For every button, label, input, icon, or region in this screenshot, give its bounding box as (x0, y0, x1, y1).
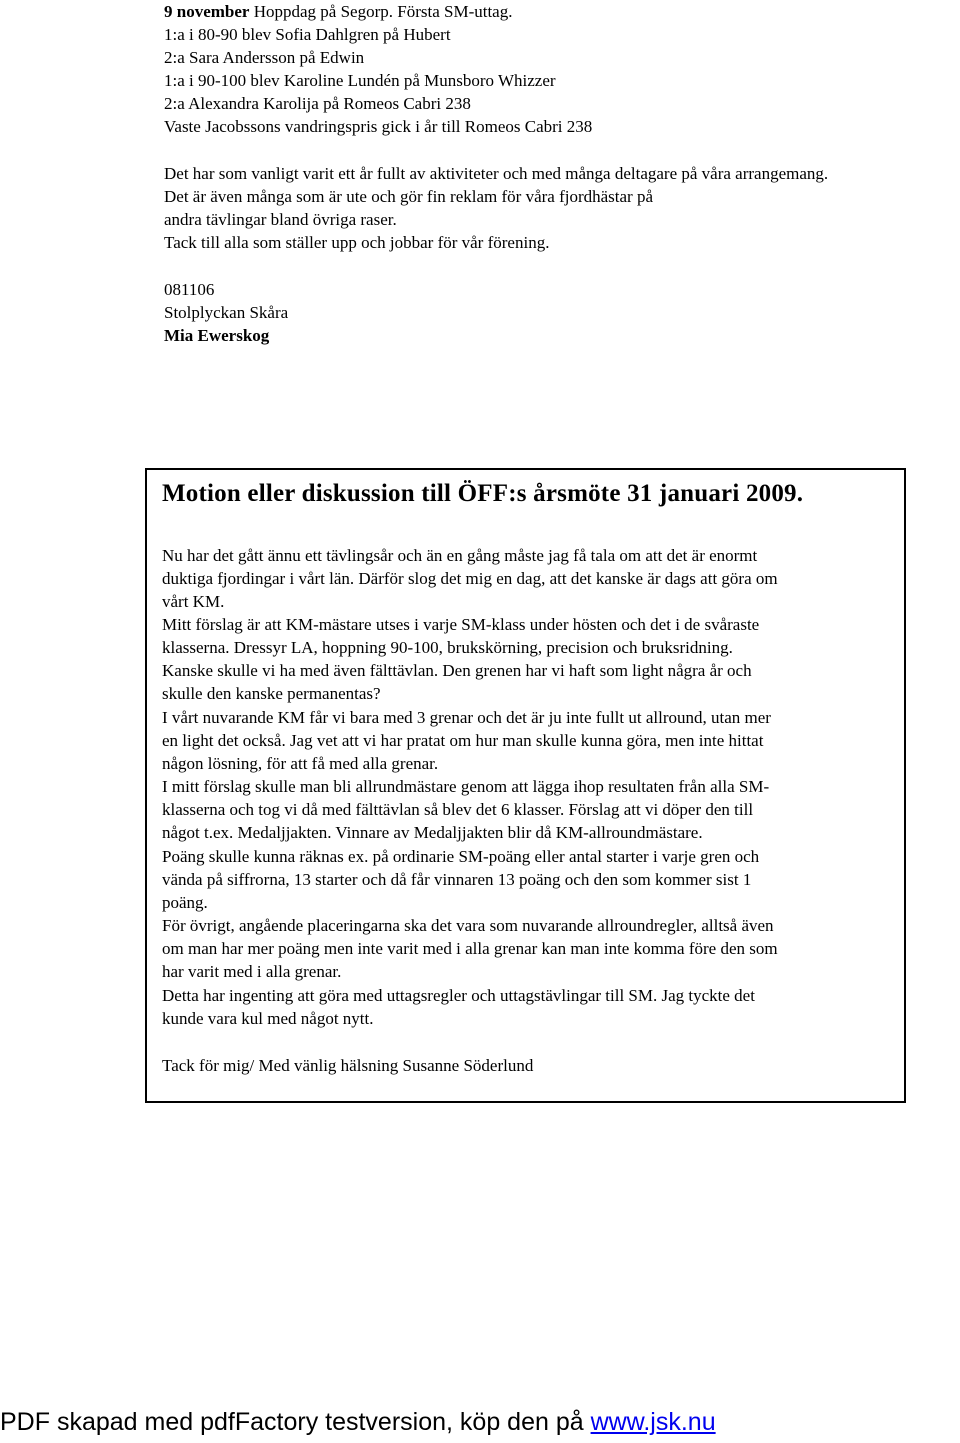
result-line: 1:a i 80-90 blev Sofia Dahlgren på Hubert (164, 25, 451, 44)
summary-line: Tack till alla som ställer upp och jobbar för vår förening. (164, 233, 550, 252)
motion-body-line: klasserna. Dressyr LA, hoppning 90-100, brukskörning, precision och bruksridning. (162, 638, 733, 657)
signature-name: Mia Ewerskog (164, 326, 270, 345)
motion-body-line: om man har mer poäng men inte varit med i alla grenar kan man inte komma före den som (162, 939, 778, 958)
motion-body-line: en light det också. Jag vet att vi har pratat om hur man skulle kunna göra, men inte hittat (162, 731, 764, 750)
result-line: 2:a Sara Andersson på Edwin (164, 48, 365, 67)
result-line: 1:a i 90-100 blev Karoline Lundén på Munsboro Whizzer (164, 71, 556, 90)
motion-body-line: Detta har ingenting att göra med uttagsregler och uttagstävlingar till SM. Jag tyckte det (162, 986, 755, 1005)
results-heading (164, 0, 512, 23)
motion-body-line: klasserna och tog vi då med fälttävlan så blev det 6 klasser. Förslag att vi döper den till (162, 800, 754, 819)
results-event: Hoppdag på Segorp. Första SM-uttag. (249, 2, 513, 21)
motion-body-line: duktiga fjordingar i vårt län. Därför slog det mig en dag, att det kanske är dags att göra om (162, 569, 778, 588)
results-date: 9 november (164, 2, 250, 21)
motion-body-line: Kanske skulle vi ha med även fälttävlan. Den grenen har vi haft som light några år och (162, 661, 752, 680)
signature-date: 081106 (164, 280, 215, 299)
motion-body-line: Mitt förslag är att KM-mästare utses i varje SM-klass under hösten och det i de svåraste (162, 615, 760, 634)
summary-line: Det har som vanligt varit ett år fullt av aktiviteter och med många deltagare på våra arrangemang. (164, 164, 829, 183)
summary-line: andra tävlingar bland övriga raser. (164, 210, 397, 229)
motion-body-line: poäng. (162, 893, 208, 912)
motion-body-line: kunde vara kul med något nytt. (162, 1009, 374, 1028)
motion-body-line: I mitt förslag skulle man bli allrundmästare genom att lägga ihop resultaten från alla SM- (162, 777, 770, 796)
motion-body-line: har varit med i alla grenar. (162, 962, 342, 981)
motion-box (145, 468, 906, 1103)
motion-closing: Tack för mig/ Med vänlig hälsning Susanne Söderlund (162, 1056, 534, 1075)
footer-link[interactable]: www.jsk.nu (590, 1408, 716, 1436)
motion-body-line: vårt KM. (162, 592, 225, 611)
pdf-footer (0, 1408, 716, 1437)
motion-body-line: I vårt nuvarande KM får vi bara med 3 grenar och det är ju inte fullt ut allround, utan mer (162, 708, 771, 727)
summary-line: Det är även många som är ute och gör fin reklam för våra fjordhästar på (164, 187, 654, 206)
signature-place: Stolplyckan Skåra (164, 303, 289, 322)
motion-body-line: Poäng skulle kunna räknas ex. på ordinarie SM-poäng eller antal starter i varje gren och (162, 847, 760, 866)
motion-body-line: Nu har det gått ännu ett tävlingsår och än en gång måste jag få tala om att det är enormt (162, 546, 758, 565)
motion-title: Motion eller diskussion till ÖFF:s årsmöte 31 januari 2009. (162, 480, 804, 507)
result-line: Vaste Jacobssons vandringspris gick i år till Romeos Cabri 238 (164, 117, 593, 136)
motion-body-line: något t.ex. Medaljjakten. Vinnare av Medaljjakten blir då KM-allroundmästare. (162, 823, 703, 842)
footer-text: PDF skapad med pdfFactory testversion, köp den på (0, 1408, 591, 1436)
motion-body-line: För övrigt, angående placeringarna ska det vara som nuvarande allroundregler, alltså även (162, 916, 774, 935)
motion-body-line: skulle den kanske permanentas? (162, 684, 381, 703)
motion-body-line: vända på siffrorna, 13 starter och då får vinnaren 13 poäng och den som kommer sist 1 (162, 870, 752, 889)
result-line: 2:a Alexandra Karolija på Romeos Cabri 238 (164, 94, 471, 113)
motion-body-line: någon lösning, för att få med alla grenar. (162, 754, 439, 773)
